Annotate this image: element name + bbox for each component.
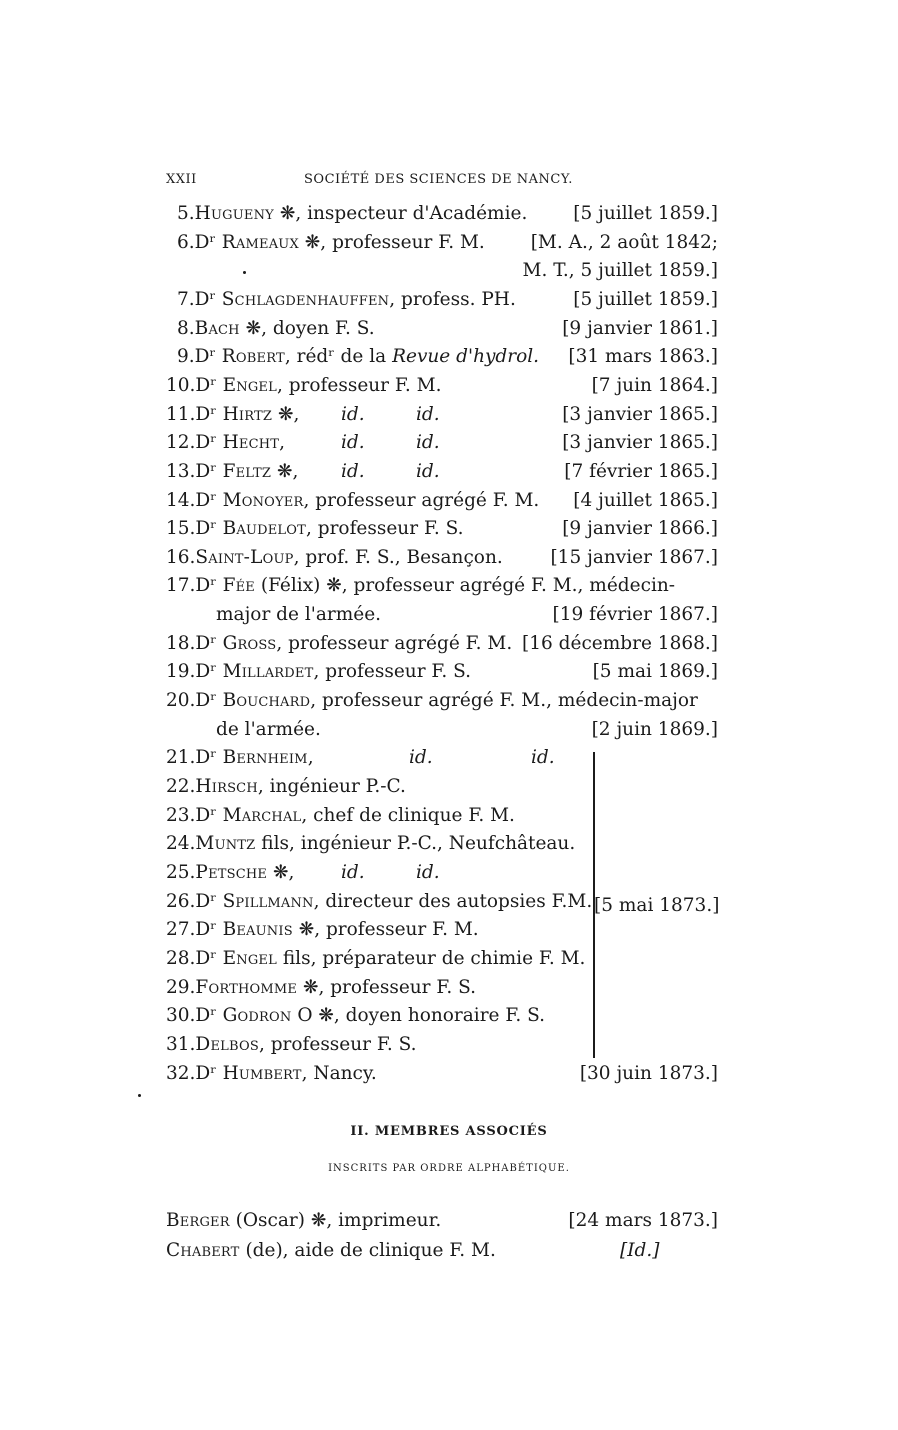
page-number: XXII bbox=[166, 172, 197, 187]
entry-title: Dʳ bbox=[195, 632, 223, 654]
member-name: Delbos bbox=[195, 1033, 259, 1055]
entry-number: 28. bbox=[166, 947, 196, 969]
entry-date: [4 juillet 1865.] bbox=[573, 489, 718, 511]
member-entry bbox=[166, 487, 718, 515]
section-subtitle: INSCRITS PAR ORDRE ALPHABÉTIQUE. bbox=[328, 1163, 570, 1174]
entry-title: Dʳ bbox=[195, 403, 223, 425]
entry-details: , directeur des autopsies F.M. bbox=[313, 890, 593, 912]
member-entry bbox=[166, 658, 718, 686]
entry-date: [5 mai 1869.] bbox=[592, 661, 718, 683]
entry-number: 5. bbox=[177, 203, 195, 224]
member-entry bbox=[166, 630, 718, 658]
member-name: Hecht bbox=[222, 432, 280, 454]
associate-details: (Oscar) ❋, imprimeur. bbox=[229, 1210, 442, 1231]
id-abbrev: id. bbox=[416, 460, 440, 482]
member-name: Forthomme bbox=[195, 976, 298, 998]
member-name: Bach bbox=[194, 317, 240, 339]
member-name: Humbert bbox=[222, 1062, 302, 1084]
member-entry bbox=[166, 200, 718, 228]
entry-details: ❋, professeur F. M. bbox=[292, 919, 479, 941]
member-entry bbox=[166, 401, 718, 429]
entry-title: Dʳ bbox=[195, 374, 223, 396]
entry-italic: Revue d'hydrol. bbox=[392, 346, 540, 368]
entry-number: 15. bbox=[166, 518, 196, 540]
entry-continuation: de l'armée. bbox=[216, 718, 321, 740]
member-name: Spillmann bbox=[222, 890, 314, 912]
member-name: Rameaux bbox=[221, 231, 299, 253]
entry-title: Dʳ bbox=[194, 231, 222, 253]
member-entry bbox=[166, 1060, 718, 1088]
entry-number: 31. bbox=[166, 1033, 196, 1055]
entry-details: ❋, professeur F. S. bbox=[297, 976, 477, 998]
entry-details: , Nancy. bbox=[301, 1062, 377, 1084]
member-entry bbox=[166, 916, 718, 944]
entry-number: 21. bbox=[166, 747, 196, 769]
member-name: Petsche bbox=[195, 861, 268, 883]
member-name: Baudelot bbox=[222, 518, 306, 540]
entry-details: ❋, bbox=[271, 460, 299, 482]
associate-details: (de), aide de clinique F. M. bbox=[239, 1240, 496, 1261]
member-name: Feltz bbox=[222, 460, 272, 482]
associate-name: Chabert bbox=[166, 1240, 240, 1261]
running-title: SOCIÉTÉ DES SCIENCES DE NANCY. bbox=[304, 172, 573, 187]
member-entry bbox=[166, 859, 718, 887]
entry-title: Dʳ bbox=[195, 890, 223, 912]
entry-date: [5 juillet 1859.] bbox=[573, 203, 718, 224]
entry-number: 10. bbox=[166, 374, 196, 396]
entry-details: ❋, bbox=[267, 861, 295, 883]
entry-number: 14. bbox=[166, 489, 196, 511]
member-entry bbox=[166, 1002, 718, 1030]
member-name: Schlagdenhauffen bbox=[221, 288, 390, 310]
entry-number: 23. bbox=[166, 804, 196, 826]
entry-date: [7 février 1865.] bbox=[564, 460, 718, 482]
section-title: II. MEMBRES ASSOCIÉS bbox=[350, 1124, 548, 1139]
member-name: Godron bbox=[222, 1005, 292, 1027]
member-name: Robert bbox=[221, 346, 285, 368]
entry-number: 12. bbox=[166, 432, 196, 454]
member-entry bbox=[166, 229, 718, 257]
member-entry bbox=[166, 257, 718, 285]
member-entry bbox=[166, 687, 718, 715]
entry-date: [5 juillet 1859.] bbox=[573, 288, 718, 310]
entry-date: [9 janvier 1866.] bbox=[562, 518, 718, 540]
entry-details: , professeur F. S. bbox=[313, 661, 472, 683]
member-name: Hirtz bbox=[222, 403, 273, 425]
entry-title: Dʳ bbox=[195, 804, 223, 826]
member-entry bbox=[166, 802, 718, 830]
entry-details: , rédʳ de la bbox=[284, 346, 393, 368]
associate-date: [Id.] bbox=[620, 1240, 660, 1261]
entry-number: 26. bbox=[166, 890, 196, 912]
entry-number: 20. bbox=[166, 690, 196, 712]
entry-number: 9. bbox=[177, 346, 195, 368]
entry-number: 27. bbox=[166, 919, 196, 941]
associate-entry bbox=[166, 1207, 718, 1235]
member-name: Gross bbox=[222, 632, 277, 654]
entry-number: 8. bbox=[177, 317, 195, 339]
entry-number: 24. bbox=[166, 833, 196, 855]
entry-details: , chef de clinique F. M. bbox=[301, 804, 515, 826]
entry-title: Dʳ bbox=[195, 661, 223, 683]
entry-date-row bbox=[166, 716, 718, 744]
entry-date: [15 janvier 1867.] bbox=[550, 546, 718, 568]
entry-details: ❋, professeur F. M. bbox=[298, 231, 485, 253]
entry-date: [3 janvier 1865.] bbox=[562, 403, 718, 425]
entry-number: 6. bbox=[177, 231, 195, 253]
entry-date: [31 mars 1863.] bbox=[568, 346, 718, 368]
member-name: Marchal bbox=[222, 804, 302, 826]
entry-title: Dʳ bbox=[195, 690, 223, 712]
entry-title: Dʳ bbox=[194, 346, 222, 368]
associate-date: [24 mars 1873.] bbox=[568, 1210, 718, 1231]
entry-date: [19 février 1867.] bbox=[552, 604, 718, 626]
speck bbox=[243, 271, 246, 274]
entry-details: fils, préparateur de chimie F. M. bbox=[276, 947, 586, 969]
member-entry bbox=[166, 830, 718, 858]
entry-date: [30 juin 1873.] bbox=[579, 1062, 718, 1084]
entry-number: 30. bbox=[166, 1005, 196, 1027]
id-abbrev: id. bbox=[531, 747, 555, 769]
member-name: Saint-Loup bbox=[195, 546, 294, 568]
associate-name: Berger bbox=[166, 1210, 230, 1231]
entry-details: ❋, bbox=[272, 403, 300, 425]
entry-number: 29. bbox=[166, 976, 196, 998]
entry-date: M. T., 5 juillet 1859.] bbox=[522, 260, 718, 282]
member-entry bbox=[166, 572, 718, 600]
entry-details: O ❋, doyen honoraire F. S. bbox=[291, 1005, 545, 1027]
entry-date-row bbox=[166, 601, 718, 629]
member-entry bbox=[166, 286, 718, 314]
entry-number: 17. bbox=[166, 575, 196, 597]
member-name: Hirsch bbox=[195, 776, 258, 797]
member-name: Bouchard bbox=[222, 690, 311, 712]
member-name: Engel bbox=[222, 947, 277, 969]
entry-title: Dʳ bbox=[195, 575, 223, 597]
member-entry bbox=[166, 1031, 718, 1059]
member-entry bbox=[166, 315, 718, 343]
entry-details: , professeur F. S. bbox=[305, 518, 464, 540]
entry-number: 11. bbox=[166, 403, 196, 425]
member-name: Muntz bbox=[195, 833, 256, 855]
entry-title: Dʳ bbox=[195, 432, 223, 454]
entry-number: 7. bbox=[177, 288, 195, 310]
member-entry bbox=[166, 773, 718, 801]
entry-details: , professeur agrégé F. M. bbox=[303, 489, 540, 511]
id-abbrev: id. bbox=[416, 861, 440, 883]
member-name: Millardet bbox=[222, 661, 314, 683]
entry-details: , prof. F. S., Besançon. bbox=[293, 546, 503, 568]
entry-title: Dʳ bbox=[195, 947, 223, 969]
entry-details: fils, ingénieur P.-C., Neufchâteau. bbox=[255, 833, 576, 855]
id-abbrev: id. bbox=[416, 403, 440, 425]
entry-details: (Félix) ❋, professeur agrégé F. M., médecin- bbox=[254, 575, 676, 597]
brace-date: [5 mai 1873.] bbox=[594, 895, 720, 916]
member-name: Bernheim bbox=[222, 747, 308, 769]
associate-entry bbox=[166, 1237, 718, 1265]
member-entry bbox=[166, 945, 718, 973]
entry-number: 13. bbox=[166, 460, 196, 482]
entry-details: ❋, inspecteur d'Académie. bbox=[273, 203, 528, 224]
member-entry bbox=[166, 372, 718, 400]
member-name: Beaunis bbox=[222, 919, 293, 941]
member-entry bbox=[166, 744, 718, 772]
entry-continuation: major de l'armée. bbox=[216, 604, 382, 626]
entry-title: Dʳ bbox=[195, 919, 223, 941]
id-abbrev: id. bbox=[409, 747, 433, 769]
entry-number: 25. bbox=[166, 861, 196, 883]
entry-date: [7 juin 1864.] bbox=[591, 374, 718, 396]
speck bbox=[138, 1094, 141, 1097]
member-entry bbox=[166, 429, 718, 457]
member-name: Fée bbox=[222, 575, 255, 597]
entry-number: 18. bbox=[166, 632, 196, 654]
id-abbrev: id. bbox=[341, 460, 365, 482]
member-entry bbox=[166, 458, 718, 486]
member-entry bbox=[166, 515, 718, 543]
id-abbrev: id. bbox=[341, 861, 365, 883]
id-abbrev: id. bbox=[341, 403, 365, 425]
entry-details: , professeur agrégé F. M., médecin-major bbox=[310, 690, 698, 712]
id-abbrev: id. bbox=[416, 432, 440, 454]
member-name: Monoyer bbox=[222, 489, 304, 511]
member-entry bbox=[166, 974, 718, 1002]
entry-date: [M. A., 2 août 1842; bbox=[530, 231, 718, 253]
member-name: Engel bbox=[222, 374, 277, 396]
entry-details: , professeur F. S. bbox=[258, 1033, 417, 1055]
entry-number: 22. bbox=[166, 776, 196, 797]
entry-details: , ingénieur P.-C. bbox=[257, 776, 406, 797]
member-name: Hugueny bbox=[194, 203, 274, 224]
entry-title: Dʳ bbox=[195, 489, 223, 511]
entry-date: [2 juin 1869.] bbox=[591, 718, 718, 740]
entry-title: Dʳ bbox=[194, 288, 222, 310]
entry-title: Dʳ bbox=[195, 518, 223, 540]
entry-details: , bbox=[307, 747, 314, 769]
entry-details: , professeur F. M. bbox=[276, 374, 442, 396]
entry-details: , profess. PH. bbox=[389, 288, 516, 310]
id-abbrev: id. bbox=[341, 432, 365, 454]
entry-date: [3 janvier 1865.] bbox=[562, 432, 718, 454]
entry-number: 32. bbox=[166, 1062, 196, 1084]
entry-title: Dʳ bbox=[195, 1005, 223, 1027]
entry-number: 16. bbox=[166, 546, 196, 568]
entry-title: Dʳ bbox=[195, 1062, 223, 1084]
entry-details: , professeur agrégé F. M. bbox=[276, 632, 513, 654]
member-entry bbox=[166, 544, 718, 572]
entry-title: Dʳ bbox=[195, 460, 223, 482]
entry-title: Dʳ bbox=[195, 747, 223, 769]
entry-number: 19. bbox=[166, 661, 196, 683]
member-entry bbox=[166, 343, 718, 371]
entry-details: , bbox=[279, 432, 286, 454]
entry-details: ❋, doyen F. S. bbox=[239, 317, 375, 339]
entry-date: [9 janvier 1861.] bbox=[562, 317, 718, 339]
entry-date: [16 décembre 1868.] bbox=[522, 632, 718, 654]
